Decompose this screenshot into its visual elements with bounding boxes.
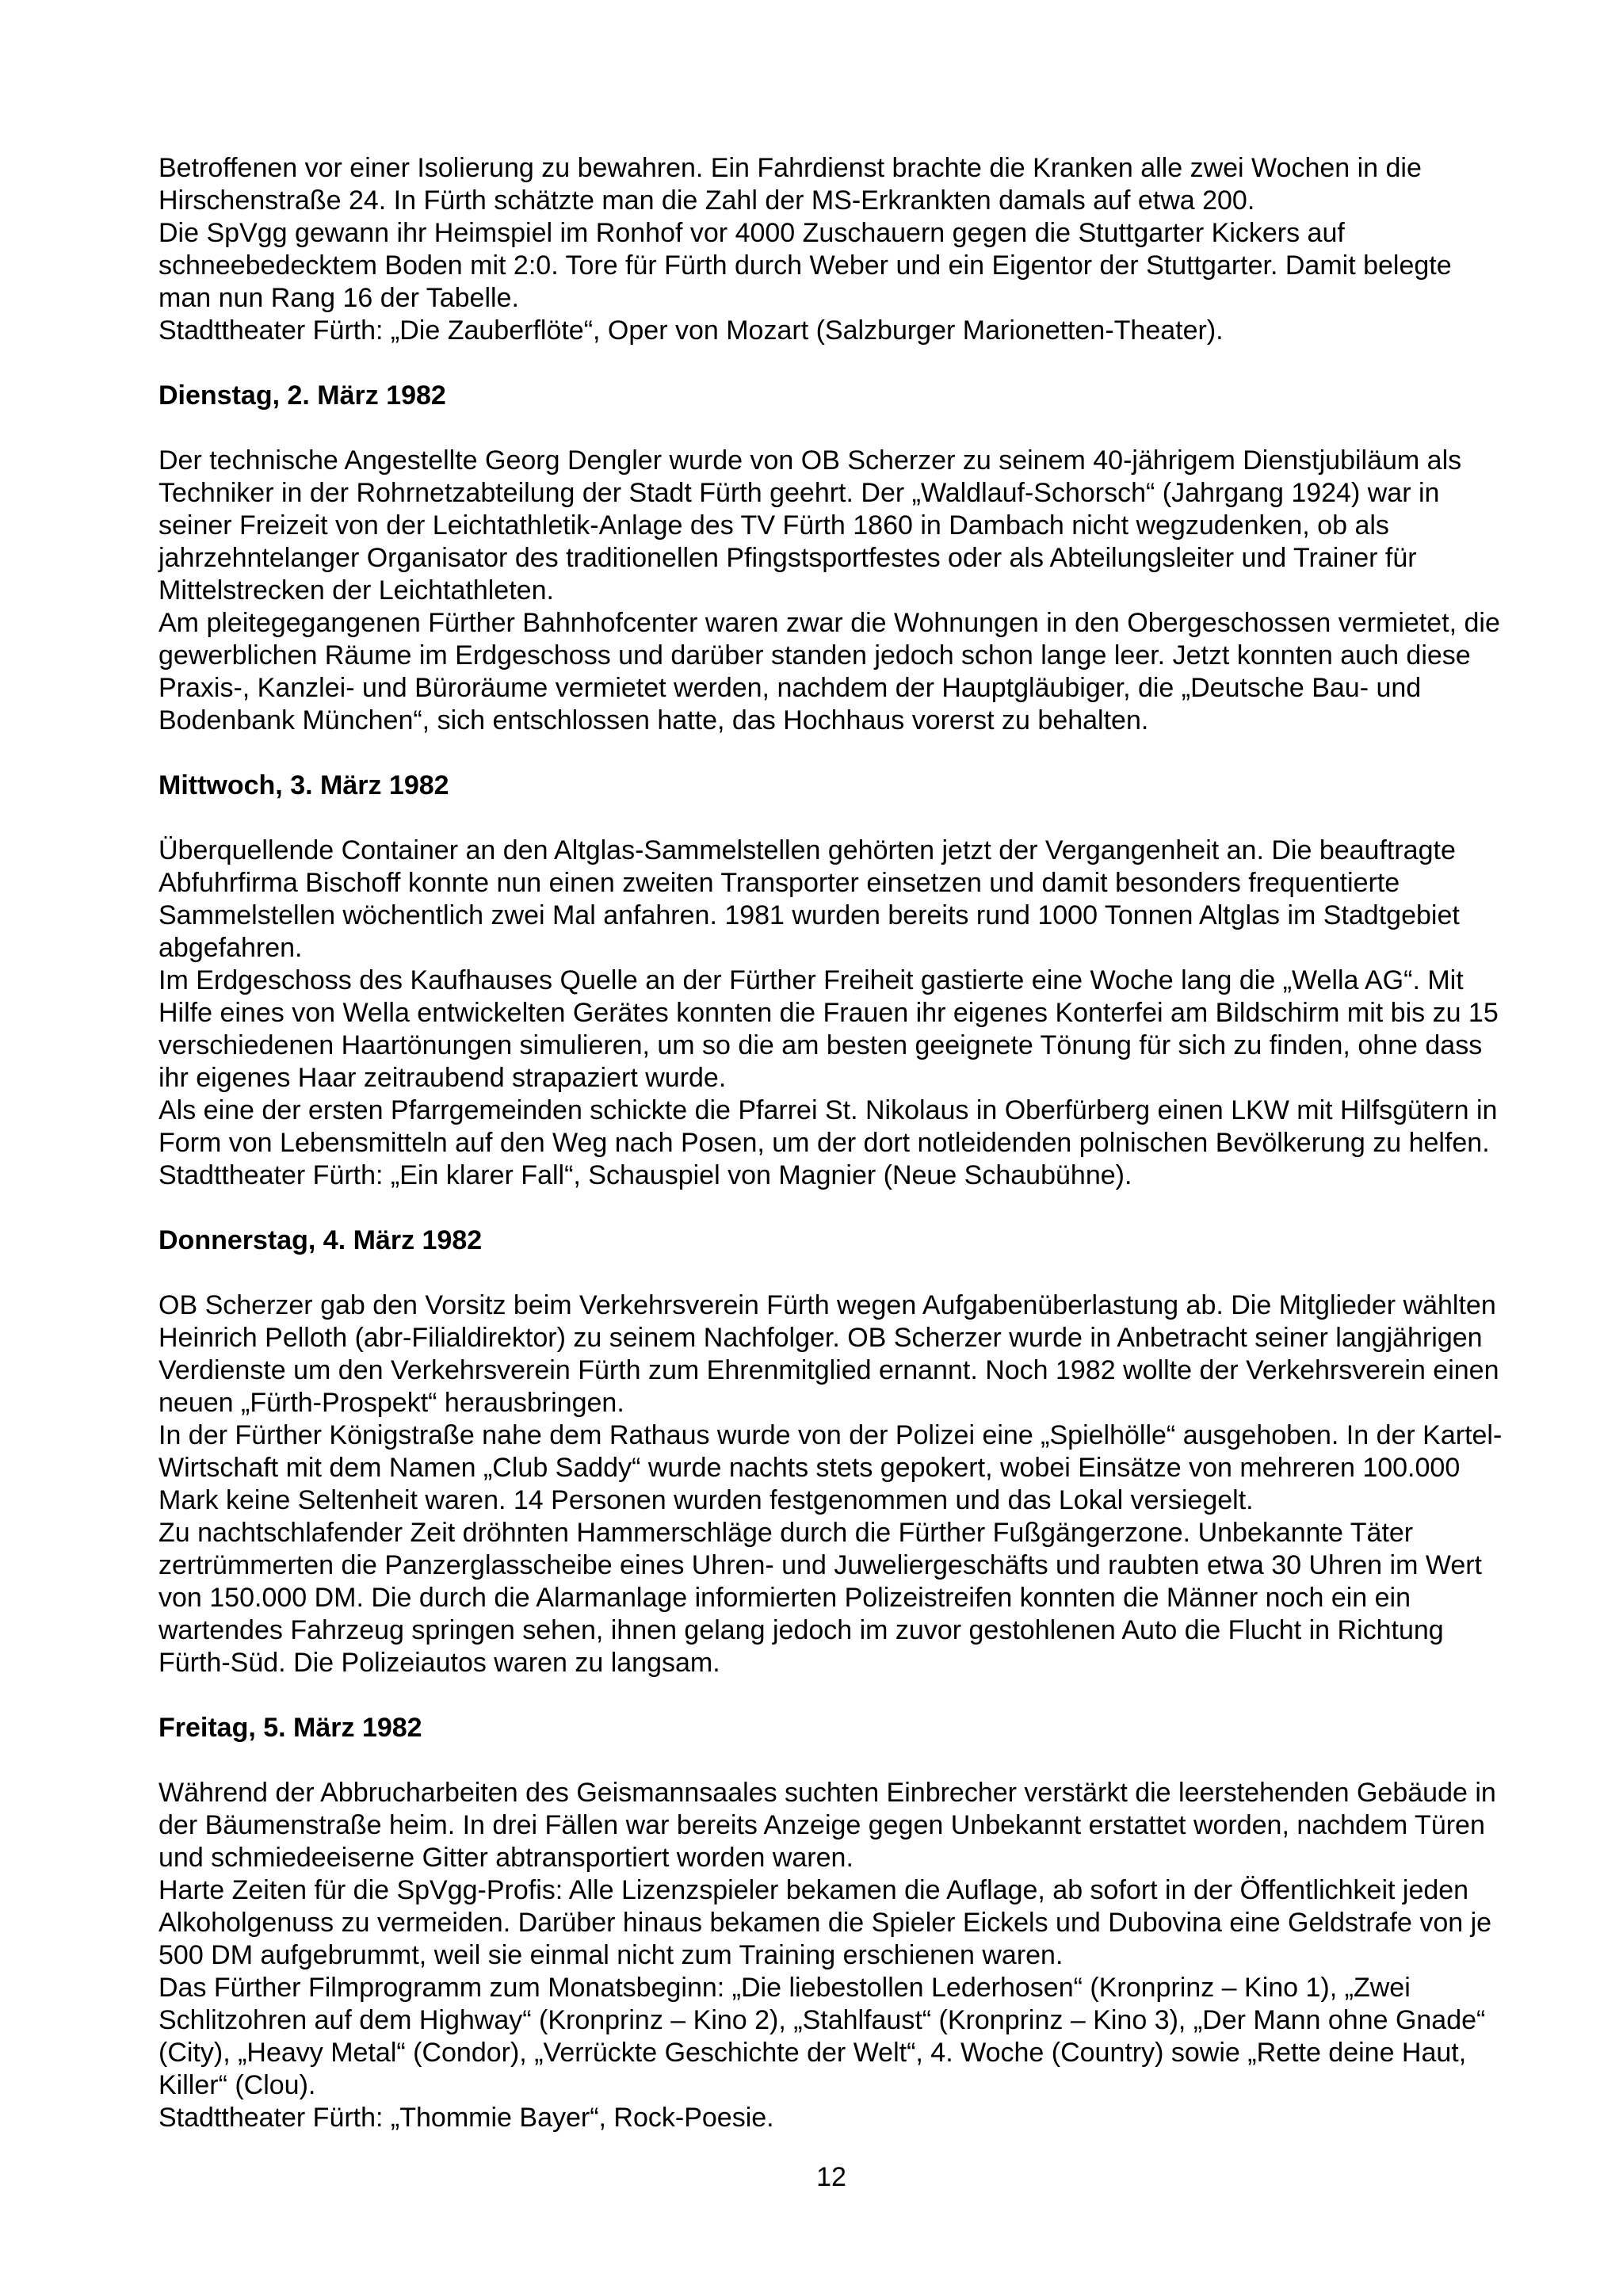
paragraph: Überquellende Container an den Altglas-Sammelstellen gehörten jetzt der Vergangenheit an. Die beauftragte Abfuhrfirma Bischoff konnte nun einen zweiten Transporter einsetzen und damit besonders frequentierte Sammelstellen wöchentlich zwei Mal anfahren. 1981 wurden bereits rund 1000 Tonnen Altglas im Stadtgebiet abgefahren. [158,835,1468,963]
section-friday-march-5 [158,1712,1504,2134]
section-tuesday-march-2 [158,380,1508,737]
paragraph: Als eine der ersten Pfarrgemeinden schickte die Pfarrei St. Nikolaus in Oberfürberg einen LKW mit Hilfsgütern in Form von Lebensmitteln auf den Weg nach Posen, um der dort notleidenden polnischen Bevölkerung zu helfen. [158,1095,1505,1158]
paragraph: Stadttheater Fürth: „Ein klarer Fall“, Schauspiel von Magnier (Neue Schaubühne). [158,1160,1132,1190]
section-carryover [158,152,1504,347]
date-heading-wednesday: Mittwoch, 3. März 1982 [158,770,449,800]
paragraph: Betroffenen vor einer Isolierung zu bewahren. Ein Fahrdienst brachte die Kranken alle zwei Wochen in die Hirschenstraße 24. In Fürth schätzte man die Zahl der MS-Erkrankten damals auf etwa 200. [158,153,1430,216]
paragraph: In der Fürther Königstraße nahe dem Rathaus wurde von der Polizei eine „Spielhölle“ ausgehoben. In der Kartel-Wirtschaft mit dem Namen „Club Saddy“ wurde nachts stets gepokert, wobei Einsätze von mehreren 100.000 Mark keine Seltenheit waren. 14 Personen wurden festgenommen und das Lokal versiegelt. [158,1420,1503,1515]
document-content [158,152,1508,2134]
paragraph: Stadttheater Fürth: „Thommie Bayer“, Rock-Poesie. [158,2103,774,2133]
paragraph: Der technische Angestellte Georg Dengler wurde von OB Scherzer zu seinem 40-jährigem Dienstjubiläum als Techniker in der Rohrnetzabteilung der Stadt Fürth geehrt. Der „Waldlauf-Schorsch“ (Jahrgang 1924) war in seiner Freizeit von der Leichtathletik-Anlage des TV Fürth 1860 in Dambach nicht wegzudenken, ob als jahrzehntelanger Organisator des traditionellen Pfingstsportfestes oder als Abteilungsleiter und Trainer für Mittelstrecken der Leichtathleten. [158,445,1468,606]
section-thursday-march-4 [158,1224,1507,1679]
paragraph: Stadttheater Fürth: „Die Zauberflöte“, Oper von Mozart (Salzburger Marionetten-Theater). [158,315,1224,346]
paragraph: Harte Zeiten für die SpVgg-Profis: Alle Lizenzspieler bekamen die Auflage, ab sofort in der Öffentlichkeit jeden Alkoholgenuss zu vermeiden. Darüber hinaus bekamen die Spieler Eickels und Dubovina eine Geldstrafe von je 500 DM aufgebrummt, weil sie einmal nicht zum Training erschienen waren. [158,1875,1499,1970]
date-heading-tuesday: Dienstag, 2. März 1982 [158,380,446,411]
section-wednesday-march-3 [158,770,1507,1192]
page-footer [158,2161,1504,2194]
paragraph: Während der Abbrucharbeiten des Geismannsaales suchten Einbrecher verstärkt die leerstehenden Gebäude in der Bäumenstraße heim. In drei Fällen war bereits Anzeige gegen Unbekannt erstattet worden, nachdem Türen und schmiedeeiserne Gitter abtransportiert worden waren. [158,1778,1504,1873]
paragraph: OB Scherzer gab den Vorsitz beim Verkehrsverein Fürth wegen Aufgabenüberlastung ab. Die Mitglieder wählten Heinrich Pelloth (abr-Filialdirektor) zu seinem Nachfolger. OB Scherzer wurde in Anbetracht seiner langjährigen Verdienste um den Verkehrsverein Fürth zum Ehrenmitglied ernannt. Noch 1982 wollte der Verkehrsverein einen neuen „Fürth-Prospekt“ herausbringen. [158,1290,1507,1418]
paragraph: Die SpVgg gewann ihr Heimspiel im Ronhof vor 4000 Zuschauern gegen die Stuttgarter Kickers auf schneebedecktem Boden mit 2:0. Tore für Fürth durch Weber und ein Eigentor der Stuttgarter. Damit belegte man nun Rang 16 der Tabelle. [158,218,1460,313]
paragraph: Das Fürther Filmprogramm zum Monatsbeginn: „Die liebestollen Lederhosen“ (Kronprinz – Kino 1), „Zwei Schlitzohren auf dem Highway“ (Kronprinz – Kino 2), „Stahlfaust“ (Kronprinz – Kino 3), „Der Mann ohne Gnade“ (City), „Heavy Metal“ (Condor), „Verrückte Geschichte der Welt“, 4. Woche (Country) sowie „Rette deine Haut, Killer“ (Clou). [158,1973,1493,2100]
paragraph: Am pleitegegangenen Fürther Bahnhofcenter waren zwar die Wohnungen in den Obergeschossen vermietet, die gewerblichen Räume im Erdgeschoss und darüber standen jedoch schon lange leer. Jetzt konnten auch diese Praxis-, Kanzlei- und Büroräume vermietet werden, nachdem der Hauptgläubiger, die „Deutsche Bau- und Bodenbank München“, sich entschlossen hatte, das Hochhaus vorerst zu behalten. [158,608,1508,735]
paragraph: Zu nachtschlafender Zeit dröhnten Hammerschläge durch die Fürther Fußgängerzone. Unbekannte Täter zertrümmerten die Panzerglasscheibe eines Uhren- und Juweliergeschäfts und raubten etwa 30 Uhren im Wert von 150.000 DM. Die durch die Alarmanlage informierten Polizeistreifen konnten die Männer noch ein ein wartendes Fahrzeug springen sehen, ihnen gelang jedoch im zuvor gestohlenen Auto die Flucht in Richtung Fürth-Süd. Die Polizeiautos waren zu langsam. [158,1518,1490,1678]
date-heading-thursday: Donnerstag, 4. März 1982 [158,1225,483,1255]
page-number: 12 [816,2162,846,2192]
paragraph: Im Erdgeschoss des Kaufhauses Quelle an der Fürther Freiheit gastierte eine Woche lang die „Wella AG“. Mit Hilfe eines von Wella entwickelten Gerätes konnten die Frauen ihr eigenes Konterfei am Bildschirm mit bis zu 15 verschiedenen Haartönungen simulieren, um so die am besten geeignete Tönung für sich zu finden, ohne dass ihr eigenes Haar zeitraubend strapaziert wurde. [158,965,1507,1093]
date-heading-friday: Freitag, 5. März 1982 [158,1713,422,1743]
